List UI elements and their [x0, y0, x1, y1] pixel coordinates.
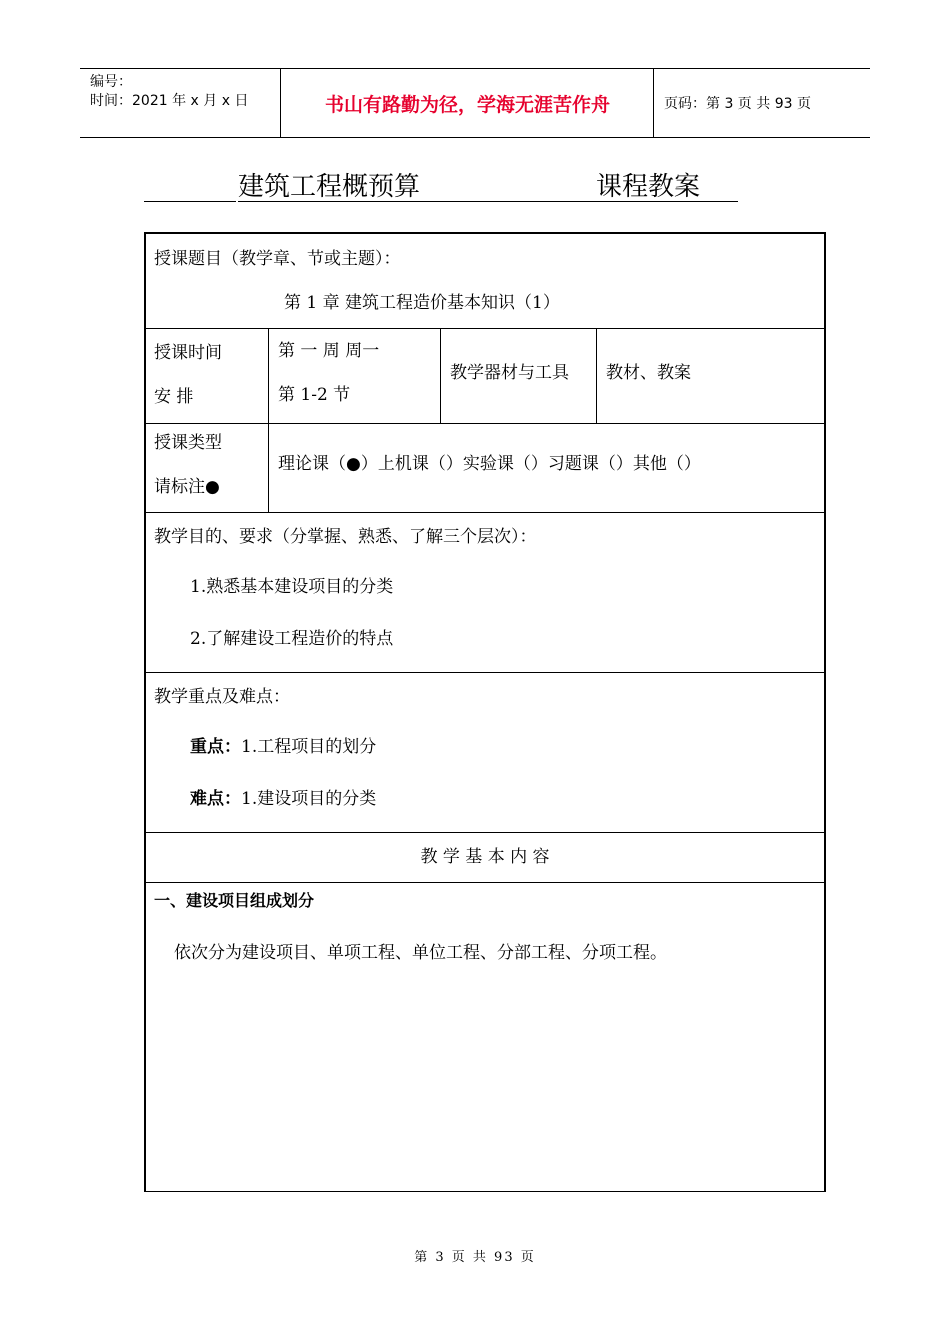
difficult-value: 1.建设项目的分类: [241, 789, 377, 809]
objective-item: 2.了解建设工程造价的特点: [190, 629, 394, 649]
title-suffix: 课程教案: [596, 172, 701, 202]
row-divider: [146, 882, 824, 883]
time-value-week: 第 一 周 周一: [278, 341, 380, 361]
header-page-info: 页码：第 3 页 共 93 页: [664, 96, 811, 112]
page-footer: 第 3 页 共 93 页: [414, 1250, 536, 1265]
header-meta-cell: [80, 69, 281, 137]
col-divider: [268, 424, 269, 512]
header-motto: 书山有路勤为径，学海无涯苦作舟: [282, 69, 654, 137]
time-label-1: 授课时间: [154, 343, 222, 363]
key-value: 1.工程项目的划分: [241, 737, 377, 757]
key-point: [190, 732, 376, 757]
row-divider: [146, 512, 824, 513]
difficult-label: 难点：: [190, 789, 241, 809]
col-divider: [596, 329, 597, 424]
key-label: 重点：: [190, 737, 241, 757]
topic-label: 授课题目（教学章、节或主题）：: [154, 249, 401, 269]
time-label-2: 安 排: [154, 387, 194, 407]
type-label-2: 请标注●: [154, 477, 220, 497]
course-name: 建筑工程概预算: [238, 172, 421, 202]
time-label: 时间：2021 年 x 月 x 日: [90, 93, 249, 109]
type-label-1: 授课类型: [154, 433, 222, 453]
col-divider: [268, 329, 269, 424]
topic-value: 第 1 章 建筑工程造价基本知识（1）: [284, 293, 560, 313]
document-header: [80, 68, 870, 138]
lesson-plan-table: [144, 232, 826, 1192]
row-divider: [146, 672, 824, 673]
col-divider: [440, 329, 441, 424]
number-label: 编号：: [90, 74, 132, 90]
page-title: [144, 166, 764, 202]
type-value: 理论课（●）上机课（）实验课（）习题课（）其他（）: [278, 454, 701, 474]
tools-value: 教材、教案: [606, 363, 691, 383]
time-value-period: 第 1-2 节: [278, 385, 351, 405]
section-text: 依次分为建设项目、单项工程、单位工程、分部工程、分项工程。: [174, 943, 667, 963]
section-title: 一、建设项目组成划分: [154, 891, 315, 910]
row-divider: [146, 328, 824, 329]
row-divider: [146, 832, 824, 833]
objectives-label: 教学目的、要求（分掌握、熟悉、了解三个层次）：: [154, 527, 537, 547]
difficult-point: [190, 784, 376, 809]
row-divider: [146, 423, 824, 424]
objective-item: 1.熟悉基本建设项目的分类: [190, 577, 394, 597]
title-underline-left: [144, 201, 236, 202]
content-header: 教 学 基 本 内 容: [420, 847, 550, 867]
keypoints-label: 教学重点及难点：: [154, 687, 290, 707]
tools-label: 教学器材与工具: [450, 363, 569, 383]
